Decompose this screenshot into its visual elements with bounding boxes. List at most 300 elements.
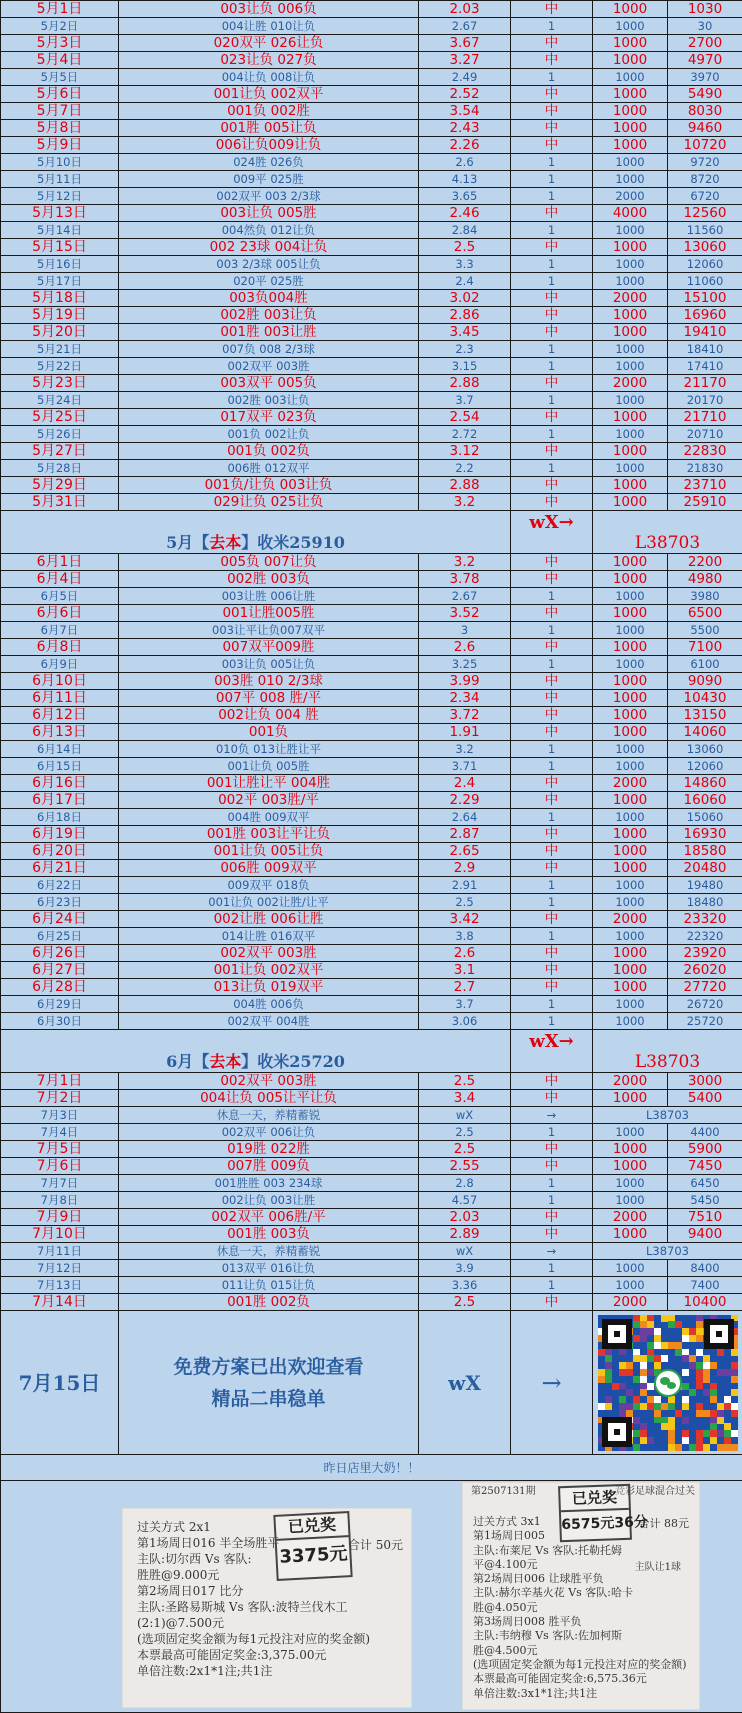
date-cell: 6月26日: [1, 945, 119, 962]
odds-cell: 4.13: [419, 171, 511, 188]
pick-cell: 001让胜让平 004胜: [119, 775, 419, 792]
stake-cell: 2000: [593, 290, 668, 307]
pick-cell: 003让负 005让负: [119, 656, 419, 673]
result-cell: 1: [511, 741, 593, 758]
odds-cell: 2.5: [419, 1073, 511, 1090]
ticket-line: 胜@4.500元: [473, 1643, 538, 1657]
odds-cell: 3.2: [419, 494, 511, 511]
pick-cell: 006胜 012双平: [119, 460, 419, 477]
table-row: [1, 826, 742, 843]
pick-cell: 007平 008 胜/平: [119, 690, 419, 707]
balance-cell: 19480: [668, 877, 742, 894]
date-cell: 5月15日: [1, 239, 119, 256]
stake-cell: 1000: [593, 69, 668, 86]
ticket-line: 主队:圣路易斯城 Vs 客队:波特兰伐木工: [137, 1600, 348, 1614]
date-cell: 5月10日: [1, 154, 119, 171]
pick-cell: 002双平 003胜: [119, 358, 419, 375]
table-row: [1, 877, 742, 894]
table-row: [1, 809, 742, 826]
pick-cell: 001让负 002让胜/让平: [119, 894, 419, 911]
pick-cell: 009平 025胜: [119, 171, 419, 188]
pick-cell: 003让负 006负: [119, 1, 419, 18]
stake-cell: 1000: [593, 945, 668, 962]
odds-cell: 2.87: [419, 826, 511, 843]
table-row: [1, 69, 742, 86]
odds-cell: 3.54: [419, 103, 511, 120]
ticket-line: 主队:韦纳穆 Vs 客队:佐加柯斯: [473, 1629, 622, 1643]
stake-cell: 1000: [593, 222, 668, 239]
yesterday-note: 昨日店里大奶！！: [1, 1455, 742, 1481]
result-cell: 中: [511, 307, 593, 324]
date-cell: 5月24日: [1, 392, 119, 409]
result-cell: 1: [511, 1124, 593, 1141]
date-cell: 6月23日: [1, 894, 119, 911]
result-cell: 中: [511, 375, 593, 392]
ticket-line: 主队:赫尔辛基火花 Vs 客队:哈卡: [473, 1586, 633, 1600]
pick-cell: 002双平 004胜: [119, 1013, 419, 1030]
stake-cell: 2000: [593, 775, 668, 792]
result-cell: 中: [511, 1209, 593, 1226]
pick-cell: 004然负 012让负: [119, 222, 419, 239]
ticket-line: 主队:切尔西 Vs 客队:: [137, 1552, 252, 1566]
pick-cell: 017双平 023负: [119, 409, 419, 426]
result-cell: 中: [511, 1073, 593, 1090]
result-cell: 中: [511, 605, 593, 622]
stake-cell: 1000: [593, 392, 668, 409]
contact-code-cell: L38703: [593, 1107, 742, 1124]
pick-cell: 001胜胜 003 234球: [119, 1175, 419, 1192]
date-cell: 5月6日: [1, 86, 119, 103]
july-section: [1, 1073, 742, 1311]
balance-cell: 4980: [668, 571, 742, 588]
pick-cell: 002 23球 004让负: [119, 239, 419, 256]
balance-cell: 4970: [668, 52, 742, 69]
pick-cell: 009双平 018负: [119, 877, 419, 894]
table-row: [1, 1073, 742, 1090]
odds-cell: 3.67: [419, 35, 511, 52]
odds-cell: 2.5: [419, 1294, 511, 1311]
result-cell: 中: [511, 324, 593, 341]
balance-cell: 23710: [668, 477, 742, 494]
stake-cell: 1000: [593, 690, 668, 707]
table-row: [1, 426, 742, 443]
odds-cell: 3.3: [419, 256, 511, 273]
date-cell: 6月27日: [1, 962, 119, 979]
odds-cell: 2.88: [419, 375, 511, 392]
balance-cell: 19410: [668, 324, 742, 341]
pick-cell: 003负004胜: [119, 290, 419, 307]
today-message: 免费方案已出欢迎查看 精品二串稳单: [119, 1311, 419, 1455]
ticket-line: 过关方式 3x1: [473, 1515, 541, 1528]
ticket-line: 第1场周日016 半全场胜平: [137, 1536, 280, 1550]
odds-cell: 3.65: [419, 188, 511, 205]
stake-cell: 1000: [593, 724, 668, 741]
pick-cell: 休息一天，养精蓄锐: [119, 1243, 419, 1260]
stake-cell: 2000: [593, 188, 668, 205]
odds-cell: 3.06: [419, 1013, 511, 1030]
odds-cell: 2.6: [419, 154, 511, 171]
date-cell: 7月7日: [1, 1175, 119, 1192]
balance-cell: 8400: [668, 1260, 742, 1277]
odds-cell: 3.7: [419, 996, 511, 1013]
contact-code: L38703: [593, 511, 742, 554]
date-cell: 6月10日: [1, 673, 119, 690]
arrow-right-icon: →: [511, 1311, 593, 1455]
stake-cell: 1000: [593, 273, 668, 290]
date-cell: 6月6日: [1, 605, 119, 622]
table-row: [1, 120, 742, 137]
date-cell: 5月8日: [1, 120, 119, 137]
balance-cell: 10430: [668, 690, 742, 707]
table-row: [1, 741, 742, 758]
stake-cell: 1000: [593, 673, 668, 690]
table-row: [1, 758, 742, 775]
odds-cell: 2.86: [419, 307, 511, 324]
result-cell: 1: [511, 460, 593, 477]
stake-cell: 1000: [593, 860, 668, 877]
stake-cell: 1000: [593, 1260, 668, 1277]
odds-cell: 4.57: [419, 1192, 511, 1209]
table-row: [1, 137, 742, 154]
table-row: [1, 775, 742, 792]
date-cell: 6月1日: [1, 554, 119, 571]
date-cell: 6月14日: [1, 741, 119, 758]
pick-cell: 001让负 002双平: [119, 86, 419, 103]
odds-cell: 2.5: [419, 239, 511, 256]
balance-cell: 27720: [668, 979, 742, 996]
table-row: [1, 290, 742, 307]
date-cell: 7月8日: [1, 1192, 119, 1209]
pick-cell: 001让负 002双平: [119, 962, 419, 979]
stake-cell: 1000: [593, 154, 668, 171]
result-cell: 中: [511, 826, 593, 843]
date-cell: 6月4日: [1, 571, 119, 588]
balance-cell: 2700: [668, 35, 742, 52]
result-cell: 1: [511, 758, 593, 775]
odds-cell: 2.52: [419, 86, 511, 103]
balance-cell: 7400: [668, 1277, 742, 1294]
table-row: [1, 460, 742, 477]
ticket-line: (选项固定奖金额为每1元投注对应的奖金额): [137, 1632, 370, 1646]
date-cell: 6月5日: [1, 588, 119, 605]
table-row: [1, 979, 742, 996]
date-cell: 5月14日: [1, 222, 119, 239]
odds-cell: 2.26: [419, 137, 511, 154]
pick-cell: 005负 007让负: [119, 554, 419, 571]
result-cell: 中: [511, 639, 593, 656]
pick-cell: 001负 002胜: [119, 103, 419, 120]
balance-cell: 18410: [668, 341, 742, 358]
stake-cell: 1000: [593, 1226, 668, 1243]
odds-cell: 2.46: [419, 205, 511, 222]
stake-cell: 1000: [593, 35, 668, 52]
pick-cell: 020双平 026让负: [119, 35, 419, 52]
pick-cell: 003让负 005胜: [119, 205, 419, 222]
odds-cell: 2.7: [419, 979, 511, 996]
odds-cell: 2.5: [419, 1141, 511, 1158]
date-cell: 5月31日: [1, 494, 119, 511]
odds-cell: 2.49: [419, 69, 511, 86]
result-cell: 1: [511, 188, 593, 205]
table-row: [1, 307, 742, 324]
table-row: [1, 1107, 742, 1124]
balance-cell: 11060: [668, 273, 742, 290]
result-cell: 中: [511, 979, 593, 996]
result-cell: 中: [511, 1158, 593, 1175]
ticket-line: 平@4.100元: [473, 1557, 538, 1571]
balance-cell: 14860: [668, 775, 742, 792]
ticket-line: 胜@4.050元: [473, 1600, 538, 1614]
result-cell: 中: [511, 860, 593, 877]
table-row: [1, 1013, 742, 1030]
pick-cell: 004胜 006负: [119, 996, 419, 1013]
balance-cell: 9720: [668, 154, 742, 171]
pick-cell: 001负/让负 003让负: [119, 477, 419, 494]
pick-cell: 001胜 003让平让负: [119, 826, 419, 843]
pick-cell: 001胜 003让胜: [119, 324, 419, 341]
stake-cell: 1000: [593, 843, 668, 860]
table-row: [1, 1209, 742, 1226]
pick-cell: 010负 013让胜让平: [119, 741, 419, 758]
odds-cell: 3.1: [419, 962, 511, 979]
odds-cell: 3.45: [419, 324, 511, 341]
odds-cell: 2.84: [419, 222, 511, 239]
balance-cell: 14060: [668, 724, 742, 741]
balance-cell: 23320: [668, 911, 742, 928]
odds-cell: 2.34: [419, 690, 511, 707]
odds-cell: 2.4: [419, 273, 511, 290]
qr-code-icon[interactable]: [598, 1315, 738, 1451]
table-row: [1, 673, 742, 690]
date-cell: 7月2日: [1, 1090, 119, 1107]
result-cell: 1: [511, 341, 593, 358]
result-cell: 1: [511, 392, 593, 409]
balance-cell: 5500: [668, 622, 742, 639]
monthly-summary-row: [1, 1030, 742, 1073]
odds-cell: 2.54: [419, 409, 511, 426]
balance-cell: 17410: [668, 358, 742, 375]
ticket-line: 主队:布莱尼 Vs 客队:托勒托姆: [473, 1543, 622, 1557]
balance-cell: 13150: [668, 707, 742, 724]
odds-cell: 2.5: [419, 894, 511, 911]
odds-cell: 2.9: [419, 860, 511, 877]
date-cell: 7月12日: [1, 1260, 119, 1277]
odds-cell: 3.02: [419, 290, 511, 307]
table-row: [1, 1175, 742, 1192]
table-row: [1, 690, 742, 707]
odds-cell: 3.27: [419, 52, 511, 69]
redeemed-stamp: 已兑奖 6575元36分: [558, 1484, 632, 1542]
result-cell: →: [511, 1243, 593, 1260]
table-row: [1, 324, 742, 341]
balance-cell: 6450: [668, 1175, 742, 1192]
result-cell: 1: [511, 69, 593, 86]
odds-cell: 2.6: [419, 639, 511, 656]
stake-cell: 1000: [593, 571, 668, 588]
table-row: [1, 1090, 742, 1107]
result-cell: 中: [511, 1226, 593, 1243]
balance-cell: 26720: [668, 996, 742, 1013]
odds-cell: 2.88: [419, 477, 511, 494]
table-row: [1, 1141, 742, 1158]
stake-cell: 1000: [593, 605, 668, 622]
date-cell: 5月28日: [1, 460, 119, 477]
stake-cell: 1000: [593, 86, 668, 103]
odds-cell: 3.12: [419, 443, 511, 460]
table-row: [1, 792, 742, 809]
balance-cell: 5900: [668, 1141, 742, 1158]
result-cell: 中: [511, 707, 593, 724]
date-cell: 6月22日: [1, 877, 119, 894]
stake-cell: 1000: [593, 18, 668, 35]
balance-cell: 3980: [668, 588, 742, 605]
pick-cell: 004让胜 010让负: [119, 18, 419, 35]
stake-cell: 1000: [593, 979, 668, 996]
stake-cell: 1000: [593, 707, 668, 724]
result-cell: 中: [511, 1141, 593, 1158]
result-cell: 1: [511, 809, 593, 826]
result-cell: 中: [511, 1, 593, 18]
result-cell: 1: [511, 1277, 593, 1294]
pick-cell: 003 2/3球 005让负: [119, 256, 419, 273]
ticket-total: 合计 50元: [347, 1538, 403, 1552]
date-cell: 6月16日: [1, 775, 119, 792]
odds-cell: 3.52: [419, 605, 511, 622]
pick-cell: 001负 002负: [119, 443, 419, 460]
pick-cell: 013双平 016让负: [119, 1260, 419, 1277]
result-cell: 中: [511, 120, 593, 137]
balance-cell: 3970: [668, 69, 742, 86]
result-cell: 中: [511, 86, 593, 103]
result-cell: 1: [511, 171, 593, 188]
table-row: [1, 1243, 742, 1260]
odds-cell: 2.65: [419, 843, 511, 860]
pick-cell: 002双平 006让负: [119, 1124, 419, 1141]
table-row: [1, 622, 742, 639]
stake-cell: 1000: [593, 1013, 668, 1030]
result-cell: 中: [511, 477, 593, 494]
table-row: [1, 171, 742, 188]
balance-cell: 9090: [668, 673, 742, 690]
stake-cell: 1000: [593, 171, 668, 188]
result-cell: 中: [511, 239, 593, 256]
table-row: [1, 409, 742, 426]
date-cell: 5月26日: [1, 426, 119, 443]
pick-cell: 002让负 004 胜: [119, 707, 419, 724]
pick-cell: 020平 025胜: [119, 273, 419, 290]
stake-cell: 1000: [593, 307, 668, 324]
date-cell: 5月12日: [1, 188, 119, 205]
stake-cell: 1000: [593, 239, 668, 256]
result-cell: 中: [511, 443, 593, 460]
result-cell: 1: [511, 588, 593, 605]
result-cell: 中: [511, 945, 593, 962]
pick-cell: 002双平 003 2/3球: [119, 188, 419, 205]
balance-cell: 7450: [668, 1158, 742, 1175]
pick-cell: 019胜 022胜: [119, 1141, 419, 1158]
tickets-row: [1, 1481, 742, 1713]
winning-ticket-left: [123, 1509, 411, 1707]
monthly-summary-text: 6月【去本】收米25720: [1, 1030, 511, 1073]
pick-cell: 002双平 006胜/平: [119, 1209, 419, 1226]
odds-cell: 3.72: [419, 707, 511, 724]
result-cell: 中: [511, 409, 593, 426]
table-row: [1, 1, 742, 18]
date-cell: 6月28日: [1, 979, 119, 996]
ticket-title: 竞彩足球混合过关: [615, 1486, 695, 1497]
odds-cell: 3.2: [419, 741, 511, 758]
balance-cell: 7100: [668, 639, 742, 656]
result-cell: 1: [511, 996, 593, 1013]
stake-cell: 1000: [593, 877, 668, 894]
monthly-summary-row: [1, 511, 742, 554]
date-cell: 5月2日: [1, 18, 119, 35]
stake-cell: 2000: [593, 1209, 668, 1226]
date-cell: 5月7日: [1, 103, 119, 120]
date-cell: 6月17日: [1, 792, 119, 809]
odds-cell: 3.36: [419, 1277, 511, 1294]
stake-cell: 1000: [593, 426, 668, 443]
pick-cell: 006让负009让负: [119, 137, 419, 154]
pick-cell: 007胜 009负: [119, 1158, 419, 1175]
date-cell: 6月11日: [1, 690, 119, 707]
stake-cell: 1000: [593, 741, 668, 758]
balance-cell: 16960: [668, 307, 742, 324]
yesterday-note-row: [1, 1455, 742, 1481]
stake-cell: 1000: [593, 826, 668, 843]
date-cell: 6月7日: [1, 622, 119, 639]
result-cell: 1: [511, 426, 593, 443]
balance-cell: 6100: [668, 656, 742, 673]
balance-cell: 21170: [668, 375, 742, 392]
result-cell: 1: [511, 656, 593, 673]
odds-cell: 3.42: [419, 911, 511, 928]
balance-cell: 18480: [668, 894, 742, 911]
odds-cell: 3.2: [419, 554, 511, 571]
odds-cell: 2.67: [419, 18, 511, 35]
pick-cell: 002胜 003负: [119, 571, 419, 588]
wx-contact-label: wX→: [511, 1030, 593, 1073]
result-cell: 中: [511, 792, 593, 809]
date-cell: 7月6日: [1, 1158, 119, 1175]
odds-cell: 3.8: [419, 928, 511, 945]
today-row: [1, 1311, 742, 1455]
pick-cell: 007双平009胜: [119, 639, 419, 656]
date-cell: 7月9日: [1, 1209, 119, 1226]
result-cell: 中: [511, 775, 593, 792]
ticket-line: 单倍注数:2x1*1注;共1注: [137, 1664, 273, 1678]
table-row: [1, 375, 742, 392]
date-cell: 5月18日: [1, 290, 119, 307]
result-cell: 中: [511, 52, 593, 69]
date-cell: 6月13日: [1, 724, 119, 741]
result-cell: 1: [511, 273, 593, 290]
odds-cell: 2.67: [419, 588, 511, 605]
table-row: [1, 1192, 742, 1209]
pick-cell: 003胜 010 2/3球: [119, 673, 419, 690]
balance-cell: 15060: [668, 809, 742, 826]
result-cell: 1: [511, 894, 593, 911]
table-row: [1, 639, 742, 656]
table-row: [1, 273, 742, 290]
odds-cell: 2.72: [419, 426, 511, 443]
odds-cell: 3.9: [419, 1260, 511, 1277]
pick-cell: 001让胜005胜: [119, 605, 419, 622]
date-cell: 5月27日: [1, 443, 119, 460]
stake-cell: 1000: [593, 324, 668, 341]
stake-cell: 1000: [593, 1277, 668, 1294]
odds-cell: 3.71: [419, 758, 511, 775]
